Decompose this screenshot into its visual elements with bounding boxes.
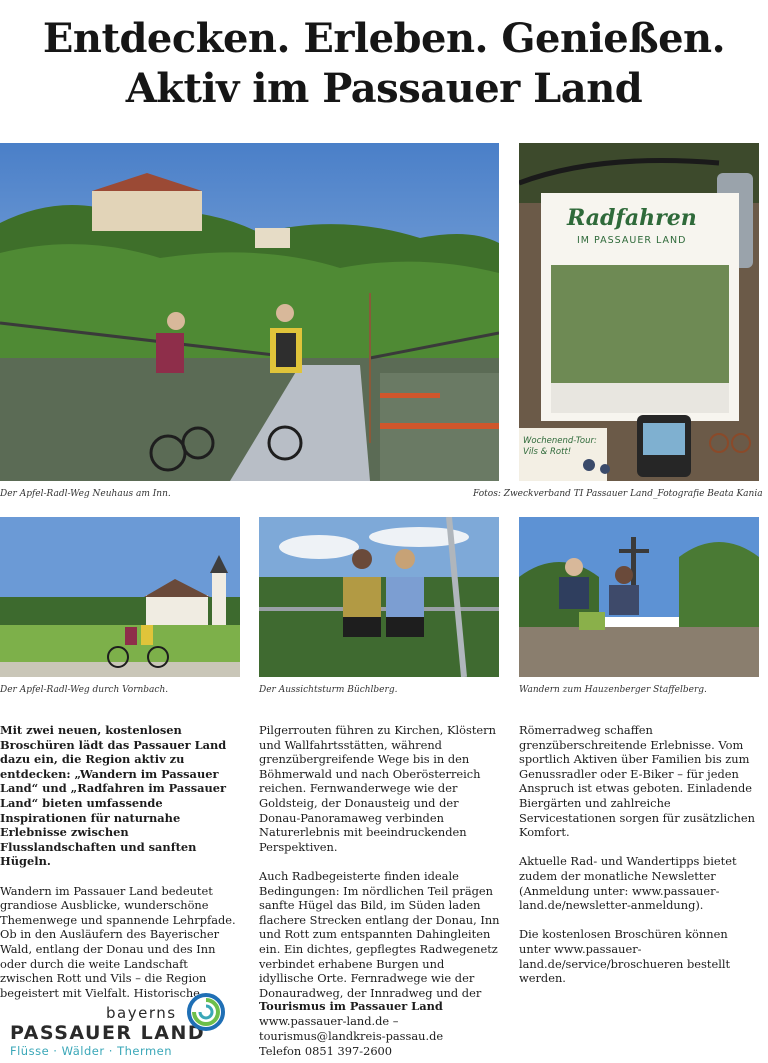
- article-column-3: [519, 723, 762, 1000]
- swirl-icon: [186, 992, 226, 1032]
- contact-email[interactable]: tourismus@landkreis-passau.de: [259, 1029, 444, 1043]
- photo-brochure: [519, 143, 759, 481]
- photo-cyclists-bridge: [0, 143, 499, 481]
- brochure-sticker: Wochenend-Tour: Vils & Rott!: [523, 436, 597, 457]
- article-column-2: [259, 723, 502, 1015]
- passauer-land-logo: [10, 990, 230, 1058]
- caption-buechlberg: Der Aussichtsturm Büchlberg.: [259, 685, 398, 695]
- article-lead: Mit zwei neuen, kostenlosen Broschüren lädt das Passauer Land dazu ein, die Region aktiv zu entdecken: „Wandern im Passauer Land“ und „Radfahren im Passauer Land“ bieten umfassende Inspirationen für naturnahe Erlebnisse zwischen Flusslandschaften und sanften Hügeln.: [0, 723, 227, 869]
- photo-staffelberg: [519, 517, 759, 677]
- brochure-subtitle: IM PASSAUER LAND: [577, 235, 687, 246]
- caption-staffelberg: Wandern zum Hauzenberger Staffelberg.: [519, 685, 707, 695]
- article-paragraph-6: Die kostenlosen Broschüren können unter www.passauer-land.de/service/broschueren bestellt werden.: [519, 927, 731, 986]
- article-paragraph-2: Pilgerrouten führen zu Kirchen, Klöstern und Wallfahrtsstätten, während grenzübergreifende Wege bis in den Böhmerwald und nach Oberösterreich reichen. Fernwanderwege wie der Goldsteig, der Donausteig und der Donau-Panoramaweg verbinden Naturerlebnis mit beeindruckenden Perspektiven.: [259, 723, 496, 854]
- headline-line-2: Aktiv im Passauer Land: [125, 65, 643, 112]
- caption-vornbach: Der Apfel-Radl-Weg durch Vornbach.: [0, 685, 169, 695]
- article-column-1: [0, 723, 243, 1015]
- article-paragraph-4: Römerradweg schaffen grenzüberschreitende Erlebnisse. Vom sportlich Aktiven über Familien bis zum Genussradler oder E-Biker – für jeden Anspruch ist etwas geboten. Einladende Biergärten und zahlreiche Servicestationen sorgen für zusätzlichen Komfort.: [519, 723, 755, 840]
- photo-buechlberg-tower: [259, 517, 499, 677]
- headline: [0, 14, 768, 114]
- brochure-title: Radfahren: [567, 205, 697, 231]
- contact-org: Tourismus im Passauer Land: [259, 999, 443, 1013]
- logo-bayerns: bayerns: [106, 1004, 177, 1022]
- caption-main: Der Apfel-Radl-Weg Neuhaus am Inn.: [0, 489, 171, 499]
- contact-block: [259, 999, 443, 1059]
- contact-web[interactable]: www.passauer-land.de –: [259, 1014, 399, 1028]
- article-paragraph-3: Auch Radbegeisterte finden ideale Bedingungen: Im nördlichen Teil prägen sanfte Hügel das Bild, im Süden laden flachere Strecken entlang der Donau, Inn und Rott zum entspannten Dahingleiten ein. Ein dichtes, gepflegtes Radwegenetz verbindet erhabene Burgen und idyllische Orte. Fernradwege wie der Donauradweg, der Innradweg und der: [259, 868, 500, 1000]
- headline-line-1: Entdecken. Erleben. Genießen.: [42, 15, 726, 62]
- logo-tagline: Flüsse · Wälder · Thermen: [10, 1044, 173, 1058]
- article-paragraph-5: Aktuelle Rad- und Wandertipps bietet zudem der monatliche Newsletter (Anmeldung unter: www.passauer-land.de/newsletter-anmeldung).: [519, 854, 737, 913]
- article-paragraph-1: Wandern im Passauer Land bedeutet grandiose Ausblicke, wunderschöne Themenwege und spannende Lehrpfade. Ob in den Ausläufern des Bayerischer Wald, entlang der Donau und des Inn oder durch die weite Landschaft zwischen Rott und Vils – die Region begeistert mit Vielfalt. Historische: [0, 883, 236, 1000]
- logo-name: PASSAUER LAND: [10, 1022, 206, 1044]
- caption-credits: Fotos: Zweckverband TI Passauer Land_Fotografie Beata Kania: [473, 489, 763, 499]
- contact-phone: Telefon 0851 397-2600: [259, 1044, 393, 1058]
- photo-vornbach: [0, 517, 240, 677]
